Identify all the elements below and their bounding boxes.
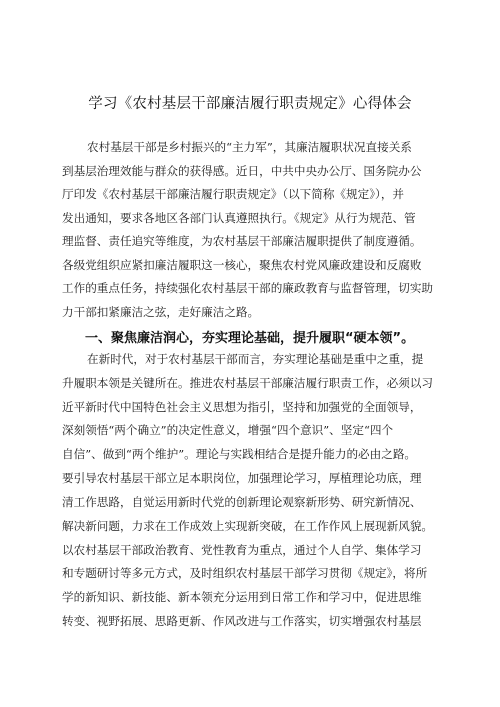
body-line: 自信”、做到“两个维护”。理论与实践相结合是提升能力的必由之路。: [62, 447, 417, 461]
body-line: 转变、视野拓展、思路更新、作风改进与工作落实，切实增强农村基层: [62, 614, 422, 628]
intro-line: 力干部扣紧廉洁之弦，走好廉洁之路。: [62, 305, 260, 319]
document-title: 学习《农村基层干部廉洁履行职责规定》心得体会: [88, 96, 412, 112]
body-line: 升履职本领是关键所在。推进农村基层干部廉洁履行职责工作，必须以习: [62, 376, 434, 390]
intro-line: 工作的重点任务，持续强化农村基层干部的廉政教育与监督管理，切实助: [62, 281, 434, 295]
intro-line: 理监督、责任追究等维度，为农村基层干部廉洁履职提供了制度遵循。: [62, 234, 422, 248]
body-line: 要引导农村基层干部立足本职岗位，加强理论学习，厚植理论功底，理: [62, 471, 422, 485]
body-line: 学的新知识、新技能、新本领充分运用到日常工作和学习中，促进思维: [62, 590, 422, 604]
section-heading: 一、聚焦廉洁润心，夯实理论基础，提升履职“硬本领”。: [85, 331, 415, 346]
intro-line: 到基层治理效能与群众的获得感。近日，中共中央办公厅、国务院办公: [62, 164, 422, 178]
body-line: 在新时代，对于农村基层干部而言，夯实理论基础是重中之重，提: [87, 352, 424, 366]
intro-line: 农村基层干部是乡村振兴的“主力军”，其廉洁履职状况直接关系: [87, 140, 412, 154]
intro-line: 各级党组织应紧扣廉洁履职这一核心，聚焦农村党风廉政建设和反腐败: [62, 258, 422, 272]
body-line: 深刻领悟“两个确立”的决定性意义，增强“四个意识”、坚定“四个: [62, 423, 394, 437]
body-line: 清工作思路，自觉运用新时代党的创新理论观察新形势、研究新情况、: [62, 495, 422, 509]
body-line: 以农村基层干部政治教育、党性教育为重点，通过个人自学、集体学习: [62, 543, 422, 557]
intro-line: 厅印发《农村基层干部廉洁履行职责规定》（以下简称《规定》），并: [62, 187, 405, 201]
body-line: 和专题研讨等多元方式，及时组织农村基层干部学习贯彻《规定》，将所: [62, 566, 428, 580]
body-line: 解决新问题，力求在工作成效上实现新突破，在工作作风上展现新风貌。: [62, 519, 434, 533]
body-line: 近平新时代中国特色社会主义思想为指引，坚持和加强党的全面领导，: [62, 400, 422, 414]
intro-line: 发出通知，要求各地区各部门认真遵照执行。《规定》从行为规范、管: [62, 211, 416, 225]
